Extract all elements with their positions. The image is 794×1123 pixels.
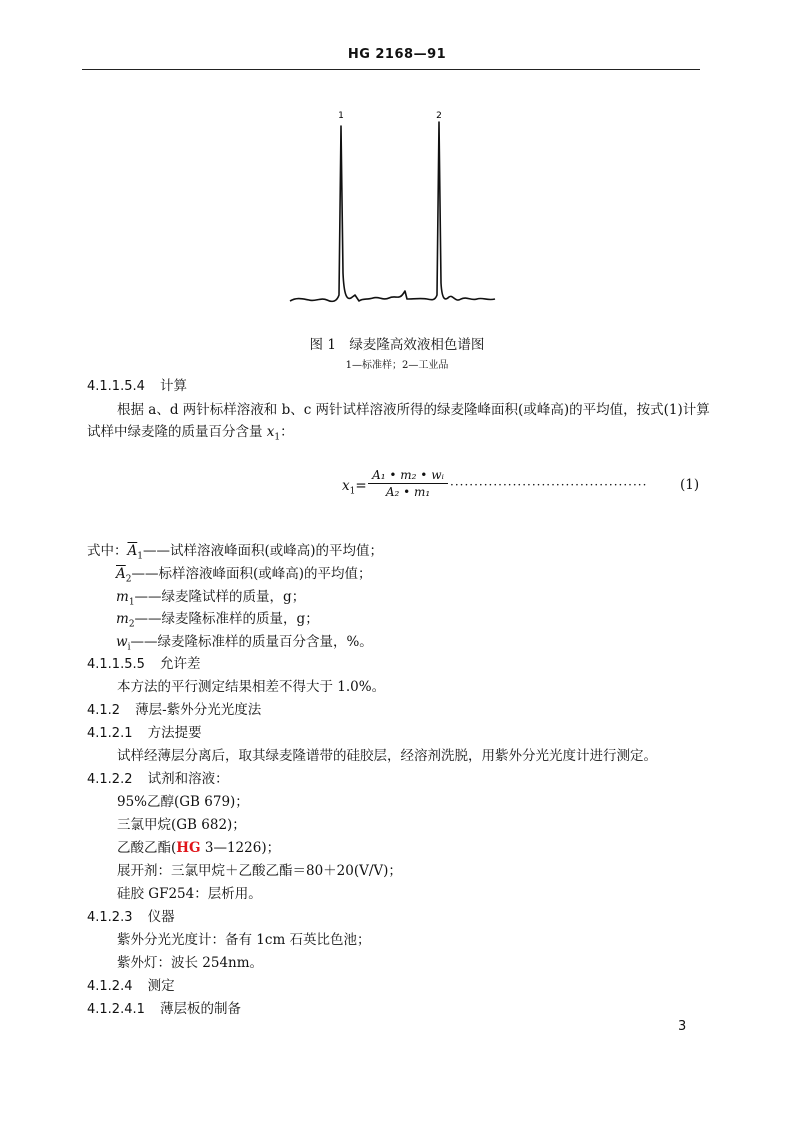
def-description: ——绿麦隆试样的质量，g； <box>134 589 306 605</box>
instrument-uv-lamp: 紫外灯：波长 254nm。 <box>117 955 264 971</box>
section-number: 4.1.1.5.5 <box>87 657 145 672</box>
formula-leader-dots: ········································· <box>450 478 648 492</box>
method-summary-paragraph: 试样经薄层分离后，取其绿麦隆谱带的硅胶层，经溶剂洗脱，用紫外分光光度计进行测定。 <box>117 748 657 764</box>
reagent-text: 乙酸乙酯( <box>117 840 177 856</box>
reagent-standard-code: HG <box>176 840 201 856</box>
calc-paragraph-line2: 试样中绿麦隆的质量百分含量 $x_1$： <box>87 424 294 443</box>
def-row-a1 <box>87 539 383 562</box>
section-title: 仪器 <box>147 909 175 925</box>
section-number: 4.1.2.4 <box>87 979 133 994</box>
def-subscript: i <box>127 642 131 653</box>
equation-number: (1) <box>680 477 700 493</box>
calc-paragraph-text: 试样中绿麦隆的质量百分含量 <box>87 424 263 440</box>
reagent-chloroform: 三氯甲烷(GB 682)； <box>117 817 246 833</box>
section-number: 4.1.2.2 <box>87 772 133 787</box>
figure-caption: 图 1 绿麦隆高效液相色谱图 <box>309 337 485 353</box>
def-row-m2 <box>116 607 319 630</box>
formula-numerator: A₁ • m₂ • wᵢ <box>368 468 448 484</box>
formula-lhs: x <box>342 478 350 494</box>
formula-fraction <box>368 468 448 499</box>
def-subscript: 2 <box>125 574 132 585</box>
def-row-m1 <box>116 585 305 608</box>
def-row-wi <box>116 630 373 653</box>
section-title: 薄层板的制备 <box>159 1001 241 1017</box>
section-4-1-1-5-4 <box>87 374 187 394</box>
reagent-ethyl-acetate <box>117 836 280 856</box>
where-prefix: 式中： <box>87 543 128 559</box>
def-symbol: m <box>116 589 129 605</box>
formula-denominator: A₂ • m₁ <box>385 485 431 499</box>
def-symbol: m <box>116 611 129 627</box>
def-subscript: 1 <box>137 551 143 562</box>
section-number: 4.1.2.1 <box>87 726 133 741</box>
chromatogram-trace <box>290 122 495 301</box>
section-title: 试剂和溶液： <box>147 771 229 787</box>
def-row-a2 <box>116 562 372 585</box>
def-symbol: w <box>116 634 128 650</box>
def-subscript: 2 <box>128 619 135 630</box>
standard-number-header: HG 2168—91 <box>347 47 447 62</box>
reagent-silica-gel: 硅胶 GF254：层析用。 <box>117 886 262 902</box>
def-symbol: $\overline{A}$ <box>127 543 138 559</box>
section-4-1-2-4-1 <box>87 997 241 1017</box>
def-subscript: 1 <box>128 597 135 608</box>
section-4-1-2 <box>87 698 261 718</box>
section-title: 计算 <box>159 378 187 394</box>
reagent-ethanol: 95%乙醇(GB 679)； <box>117 794 249 810</box>
def-description: ——绿麦隆标准样的质量百分含量，%。 <box>130 634 373 650</box>
section-4-1-1-5-5 <box>87 652 200 672</box>
def-description: ——试样溶液峰面积(或峰高)的平均值； <box>142 543 384 559</box>
section-title: 薄层-紫外分光光度法 <box>135 702 262 718</box>
chromatogram-figure <box>285 108 500 308</box>
section-4-1-2-3 <box>87 905 175 925</box>
def-description: ——绿麦隆标准样的质量，g； <box>134 611 319 627</box>
formula-lhs-sub: 1 <box>349 486 356 497</box>
reagent-text: 3—1226)； <box>200 840 281 856</box>
section-title: 允许差 <box>159 656 201 672</box>
section-title: 测定 <box>147 978 175 994</box>
figure-legend: 1—标准样；2—工业品 <box>345 360 449 371</box>
x1-subscript: 1 <box>274 432 281 443</box>
page-number: 3 <box>678 1019 687 1034</box>
calc-paragraph-line1: 根据 a、d 两针标样溶液和 b、c 两针试样溶液所得的绿麦隆峰面积(或峰高)的平均值，按式(1)计算 <box>117 402 710 418</box>
section-number: 4.1.2.4.1 <box>87 1002 145 1017</box>
section-number: 4.1.1.5.4 <box>87 379 145 394</box>
section-title: 方法提要 <box>147 725 202 741</box>
instrument-spectrophotometer: 紫外分光光度计：备有 1cm 石英比色池； <box>117 932 371 948</box>
tolerance-paragraph: 本方法的平行测定结果相差不得大于 1.0%。 <box>117 679 386 695</box>
section-number: 4.1.2 <box>87 703 121 718</box>
peak-label-1: 1 <box>338 111 344 121</box>
section-4-1-2-1 <box>87 721 202 741</box>
section-4-1-2-4 <box>87 974 175 994</box>
def-symbol: $\overline{A}$ <box>116 566 126 582</box>
header-rule <box>82 69 700 70</box>
peak-label-2: 2 <box>436 111 442 121</box>
def-description: ——标样溶液峰面积(或峰高)的平均值； <box>131 566 372 582</box>
section-4-1-2-2 <box>87 767 229 787</box>
x1-symbol: x <box>266 424 275 440</box>
section-number: 4.1.2.3 <box>87 910 133 925</box>
reagent-developer: 展开剂：三氯甲烷＋乙酸乙酯＝80＋20(V/V)； <box>117 863 402 879</box>
